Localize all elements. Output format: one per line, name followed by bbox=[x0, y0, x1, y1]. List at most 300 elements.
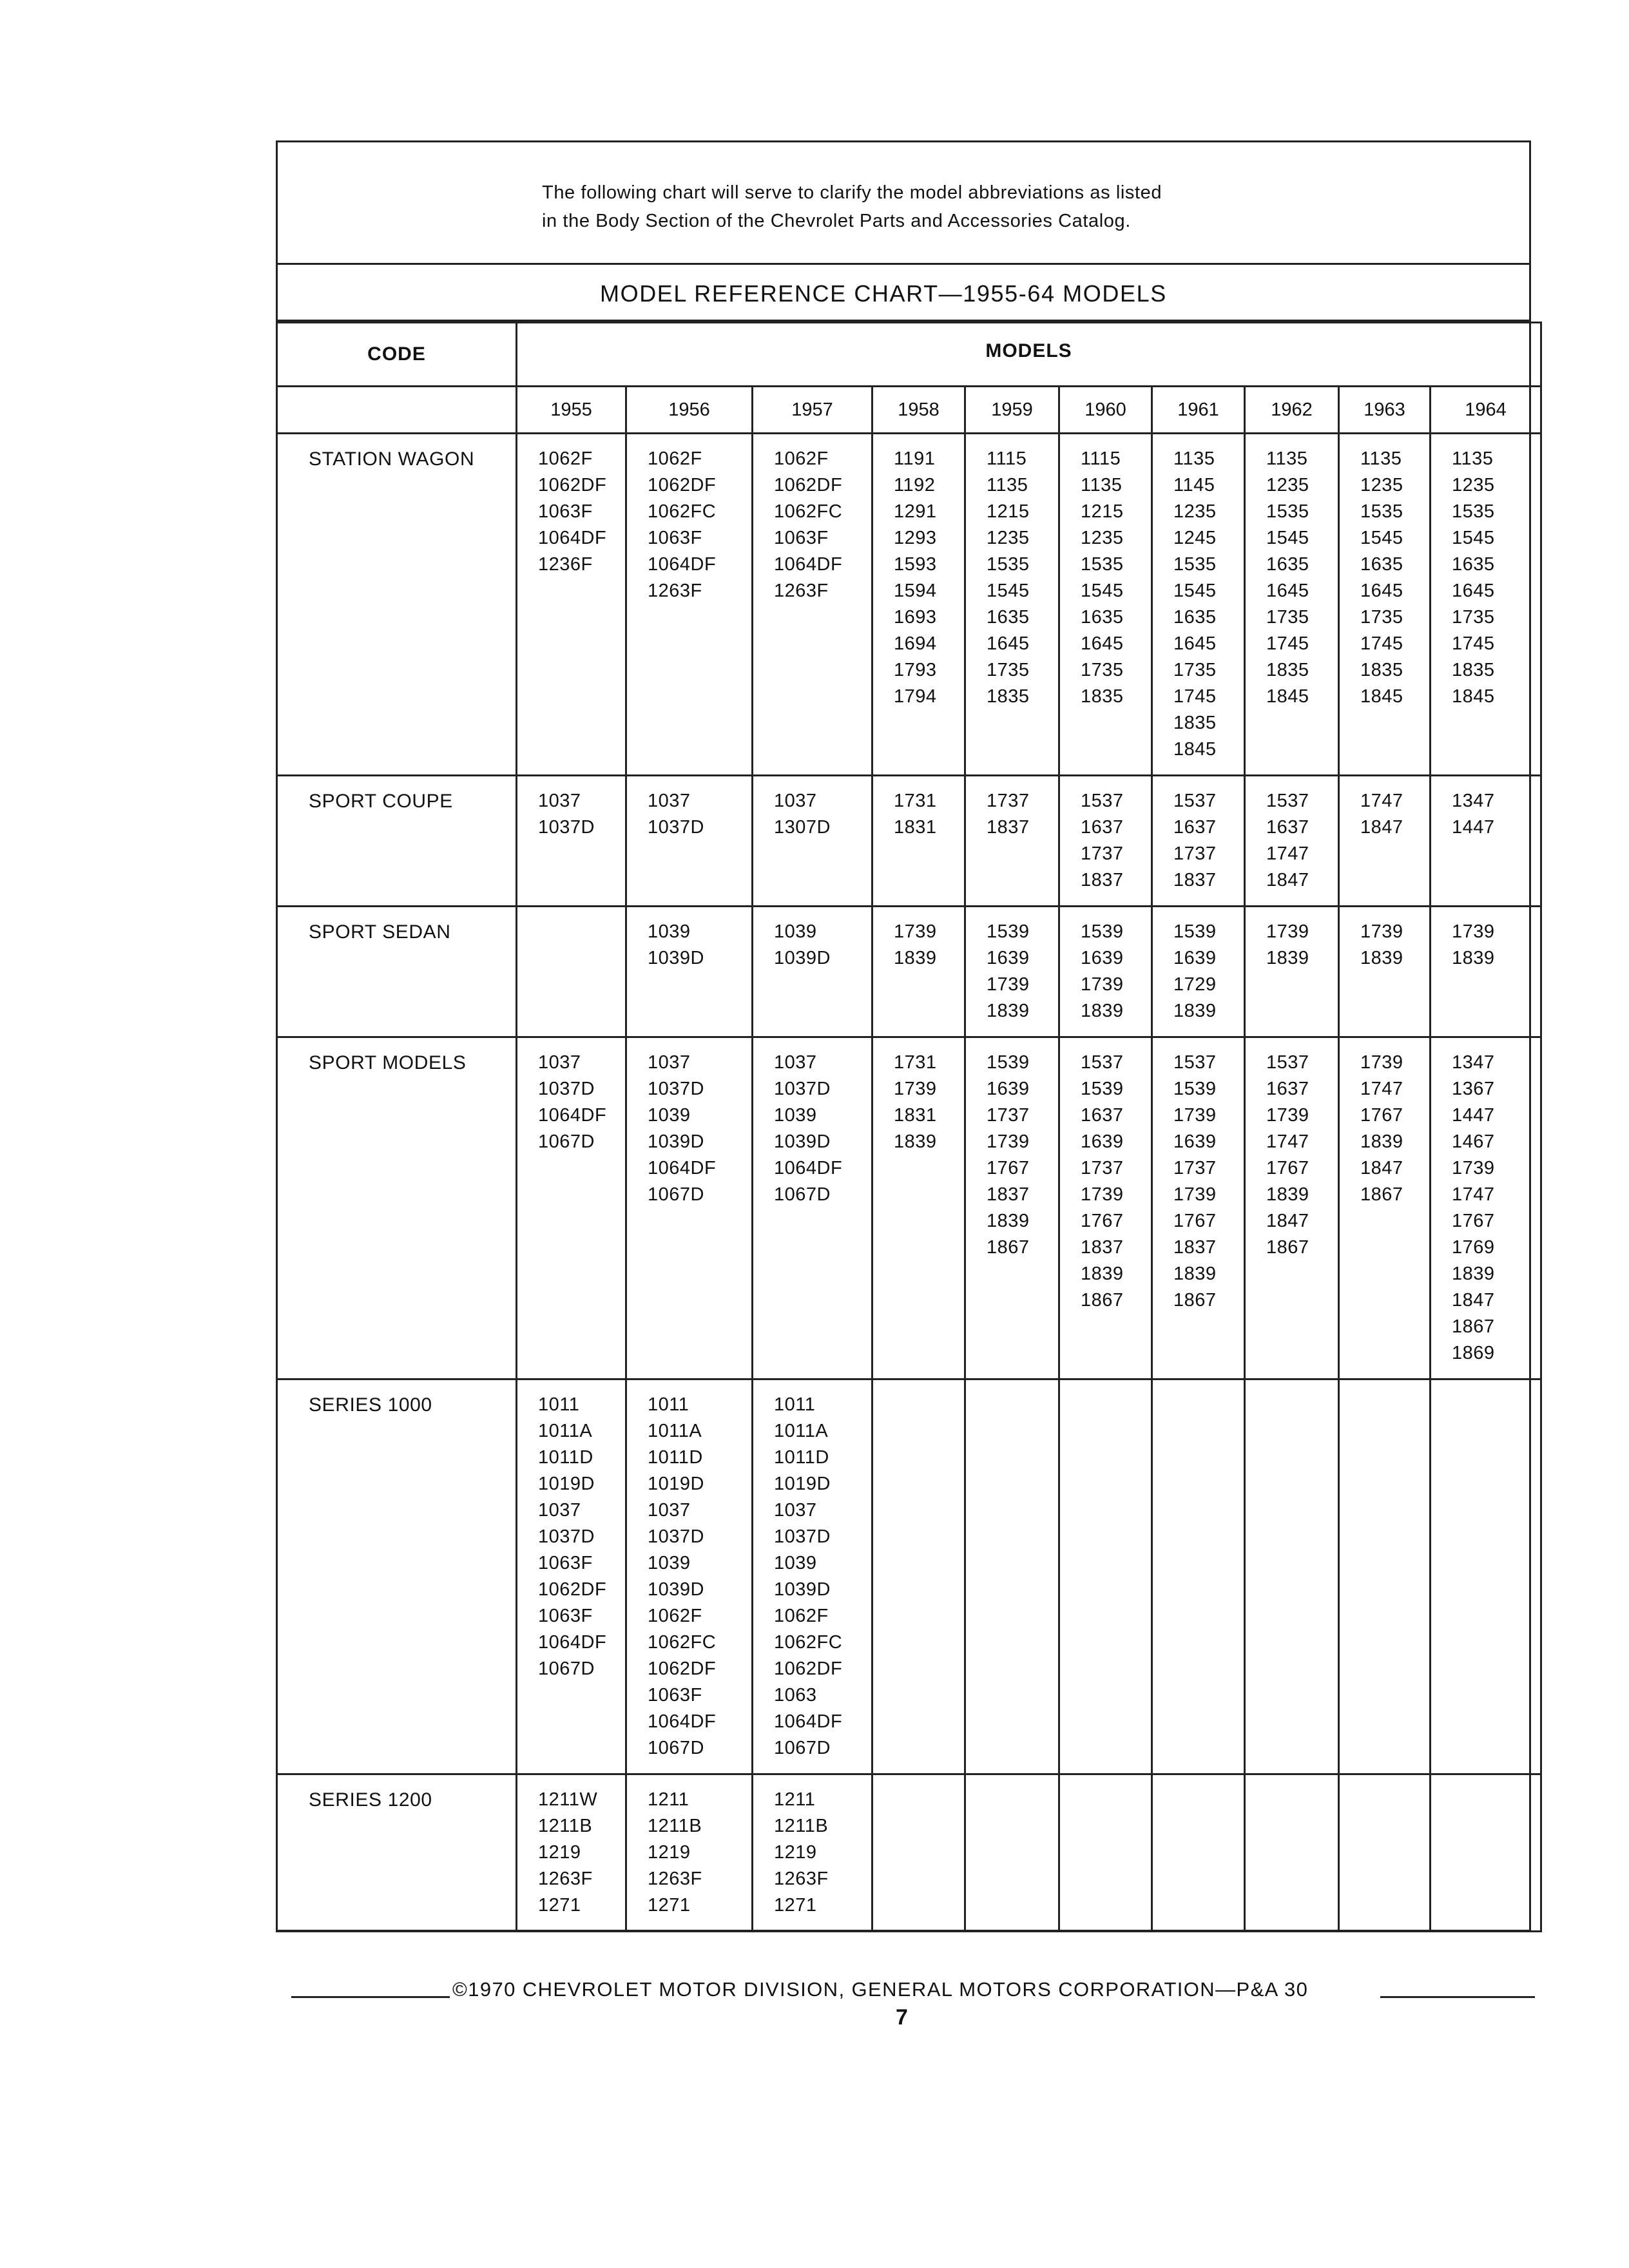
model-number: 1067D bbox=[648, 1738, 704, 1758]
model-number: 1847 bbox=[1266, 870, 1309, 890]
model-cell bbox=[1245, 776, 1339, 907]
model-number: 1037D bbox=[648, 1526, 704, 1547]
year-header: 1961 bbox=[1152, 387, 1245, 434]
model-number: 1447 bbox=[1452, 817, 1495, 838]
model-cell bbox=[965, 776, 1059, 907]
model-cell bbox=[1152, 1379, 1245, 1774]
model-number: 1037D bbox=[538, 817, 595, 838]
model-number: 1545 bbox=[1266, 528, 1309, 548]
model-cell bbox=[965, 907, 1059, 1037]
model-reference-table bbox=[276, 322, 1542, 1932]
model-number: 1067D bbox=[538, 1131, 595, 1152]
model-number: 1367 bbox=[1452, 1079, 1495, 1099]
model-number: 1645 bbox=[1360, 581, 1403, 601]
year-header: 1963 bbox=[1339, 387, 1431, 434]
model-number: 1739 bbox=[987, 1131, 1030, 1152]
model-cell bbox=[753, 907, 872, 1037]
table-row bbox=[277, 776, 1541, 907]
row-code: SPORT COUPE bbox=[277, 776, 517, 907]
model-number: 1263F bbox=[648, 581, 702, 601]
model-number: 1062DF bbox=[774, 475, 843, 495]
model-cell bbox=[626, 1774, 753, 1932]
year-header: 1962 bbox=[1245, 387, 1339, 434]
footer-rule-right bbox=[1380, 1996, 1535, 1998]
model-cell bbox=[1339, 434, 1431, 776]
year-header: 1956 bbox=[626, 387, 753, 434]
model-number: 1867 bbox=[1360, 1184, 1403, 1205]
model-number: 1011D bbox=[538, 1447, 593, 1468]
row-code: SERIES 1000 bbox=[277, 1379, 517, 1774]
model-cell bbox=[1152, 907, 1245, 1037]
year-header: 1959 bbox=[965, 387, 1059, 434]
model-number: 1062FC bbox=[648, 501, 717, 522]
model-number: 1735 bbox=[1452, 607, 1495, 628]
model-number: 1235 bbox=[1173, 501, 1217, 522]
model-number: 1191 bbox=[894, 448, 936, 469]
model-number: 1739 bbox=[1081, 974, 1124, 995]
model-number: 1839 bbox=[1360, 1131, 1403, 1152]
model-number: 1064DF bbox=[774, 554, 843, 575]
model-number: 1637 bbox=[1266, 1079, 1309, 1099]
model-number: 1539 bbox=[1173, 921, 1217, 942]
model-number: 1135 bbox=[1452, 448, 1494, 469]
model-number: 1067D bbox=[538, 1658, 595, 1679]
model-number: 1735 bbox=[1360, 607, 1403, 628]
model-cell bbox=[1431, 1037, 1541, 1379]
model-number: 1839 bbox=[894, 1131, 937, 1152]
model-number: 1645 bbox=[1081, 633, 1124, 654]
model-cell bbox=[753, 776, 872, 907]
intro-box bbox=[278, 142, 1529, 265]
intro-line-2: in the Body Section of the Chevrolet Parts and Accessories Catalog. bbox=[542, 211, 1131, 231]
model-number: 1835 bbox=[1266, 660, 1309, 680]
model-number: 1063F bbox=[648, 1685, 702, 1706]
table-row bbox=[277, 1037, 1541, 1379]
model-number: 1039 bbox=[774, 1553, 817, 1573]
model-number: 1271 bbox=[538, 1895, 581, 1916]
model-number: 1747 bbox=[1452, 1184, 1495, 1205]
model-number: 1845 bbox=[1452, 686, 1495, 707]
model-number: 1039D bbox=[774, 1131, 831, 1152]
model-number: 1535 bbox=[1173, 554, 1217, 575]
table-row bbox=[277, 907, 1541, 1037]
model-cell bbox=[1059, 1379, 1152, 1774]
model-number: 1293 bbox=[894, 528, 937, 548]
model-number: 1236F bbox=[538, 554, 593, 575]
model-number: 1235 bbox=[987, 528, 1030, 548]
model-number: 1831 bbox=[894, 1105, 937, 1126]
model-number: 1011A bbox=[774, 1421, 829, 1441]
model-cell bbox=[965, 1774, 1059, 1932]
year-header: 1955 bbox=[517, 387, 626, 434]
model-number: 1767 bbox=[1452, 1211, 1495, 1231]
model-number: 1645 bbox=[987, 633, 1030, 654]
model-cell bbox=[872, 1774, 965, 1932]
model-cell bbox=[626, 1037, 753, 1379]
model-cell bbox=[965, 434, 1059, 776]
model-cell bbox=[1339, 776, 1431, 907]
model-cell bbox=[1245, 1037, 1339, 1379]
model-cell bbox=[517, 1379, 626, 1774]
model-number: 1839 bbox=[1266, 1184, 1309, 1205]
model-number: 1039 bbox=[648, 921, 691, 942]
model-number: 1635 bbox=[987, 607, 1030, 628]
model-number: 1739 bbox=[1266, 921, 1309, 942]
model-number: 1039 bbox=[648, 1105, 691, 1126]
model-number: 1635 bbox=[1173, 607, 1217, 628]
model-number: 1729 bbox=[1173, 974, 1217, 995]
model-number: 1737 bbox=[987, 1105, 1030, 1126]
model-number: 1067D bbox=[774, 1738, 831, 1758]
model-number: 1639 bbox=[1173, 1131, 1217, 1152]
model-number: 1535 bbox=[1360, 501, 1403, 522]
model-number: 1064DF bbox=[538, 528, 607, 548]
table-row bbox=[277, 434, 1541, 776]
table-row bbox=[277, 1379, 1541, 1774]
model-number: 1867 bbox=[1081, 1290, 1124, 1311]
model-number: 1211B bbox=[774, 1816, 829, 1836]
model-number: 1747 bbox=[1266, 843, 1309, 864]
model-number: 1135 bbox=[1081, 475, 1123, 495]
model-number: 1845 bbox=[1360, 686, 1403, 707]
intro-line-1: The following chart will serve to clarify the model abbreviations as listed bbox=[542, 182, 1162, 203]
model-number: 1539 bbox=[1081, 921, 1124, 942]
model-number: 1645 bbox=[1173, 633, 1217, 654]
model-number: 1062F bbox=[648, 1606, 702, 1626]
model-number: 1039 bbox=[648, 1553, 691, 1573]
model-number: 1062F bbox=[538, 448, 593, 469]
model-cell bbox=[1059, 434, 1152, 776]
model-number: 1694 bbox=[894, 633, 937, 654]
model-number: 1645 bbox=[1266, 581, 1309, 601]
model-number: 1739 bbox=[1081, 1184, 1124, 1205]
model-number: 1062DF bbox=[648, 1658, 717, 1679]
model-cell bbox=[1059, 1774, 1152, 1932]
model-number: 1211B bbox=[538, 1816, 593, 1836]
model-number: 1767 bbox=[1081, 1211, 1124, 1231]
model-cell bbox=[517, 434, 626, 776]
model-number: 1211 bbox=[774, 1789, 816, 1810]
model-number: 1063F bbox=[538, 1606, 593, 1626]
model-number: 1639 bbox=[987, 1079, 1030, 1099]
model-number: 1037 bbox=[648, 1052, 691, 1073]
model-number: 1011 bbox=[648, 1394, 689, 1415]
model-number: 1062F bbox=[774, 1606, 829, 1626]
model-number: 1847 bbox=[1452, 1290, 1495, 1311]
model-number: 1011 bbox=[538, 1394, 580, 1415]
row-code: SPORT MODELS bbox=[277, 1037, 517, 1379]
model-number: 1769 bbox=[1452, 1237, 1495, 1258]
model-cell bbox=[1245, 1774, 1339, 1932]
model-number: 1845 bbox=[1266, 686, 1309, 707]
model-number: 1037D bbox=[538, 1079, 595, 1099]
model-number: 1537 bbox=[1173, 1052, 1217, 1073]
model-number: 1835 bbox=[1081, 686, 1124, 707]
model-number: 1062FC bbox=[774, 501, 843, 522]
model-cell bbox=[1152, 1037, 1245, 1379]
model-number: 1867 bbox=[1173, 1290, 1217, 1311]
model-number: 1064DF bbox=[774, 1711, 843, 1732]
year-header: 1957 bbox=[753, 387, 872, 434]
model-number: 1307D bbox=[774, 817, 831, 838]
model-cell bbox=[753, 434, 872, 776]
model-number: 1271 bbox=[648, 1895, 691, 1916]
model-number: 1737 bbox=[1081, 1158, 1124, 1178]
row-code: SPORT SEDAN bbox=[277, 907, 517, 1037]
model-number: 1135 bbox=[1266, 448, 1308, 469]
model-cell bbox=[1431, 434, 1541, 776]
model-number: 1467 bbox=[1452, 1131, 1495, 1152]
model-cell bbox=[517, 907, 626, 1037]
model-number: 1635 bbox=[1452, 554, 1495, 575]
model-number: 1011D bbox=[648, 1447, 703, 1468]
model-cell bbox=[1152, 776, 1245, 907]
model-number: 1115 bbox=[1081, 448, 1121, 469]
model-number: 1739 bbox=[1452, 921, 1495, 942]
model-number: 1192 bbox=[894, 475, 936, 495]
model-number: 1767 bbox=[1173, 1211, 1217, 1231]
model-number: 1037 bbox=[538, 791, 581, 811]
header-row-models bbox=[277, 323, 1541, 387]
model-number: 1739 bbox=[894, 1079, 937, 1099]
model-number: 1039D bbox=[774, 1579, 831, 1600]
model-number: 1739 bbox=[987, 974, 1030, 995]
model-cell bbox=[1059, 776, 1152, 907]
model-number: 1837 bbox=[1173, 870, 1217, 890]
model-number: 1211B bbox=[648, 1816, 702, 1836]
model-number: 1735 bbox=[987, 660, 1030, 680]
model-number: 1062FC bbox=[774, 1632, 843, 1653]
model-number: 1037D bbox=[538, 1526, 595, 1547]
model-number: 1537 bbox=[1173, 791, 1217, 811]
model-number: 1537 bbox=[1081, 1052, 1124, 1073]
model-number: 1037D bbox=[648, 1079, 704, 1099]
model-number: 1063F bbox=[538, 501, 593, 522]
model-number: 1839 bbox=[894, 948, 937, 968]
model-cell bbox=[626, 907, 753, 1037]
model-cell bbox=[626, 1379, 753, 1774]
code-header: CODE bbox=[277, 323, 517, 387]
model-number: 1063F bbox=[648, 528, 702, 548]
model-number: 1135 bbox=[1360, 448, 1402, 469]
model-number: 1835 bbox=[1360, 660, 1403, 680]
page-number: 7 bbox=[896, 2005, 908, 2030]
model-number: 1062F bbox=[648, 448, 702, 469]
model-number: 1539 bbox=[1173, 1079, 1217, 1099]
model-number: 1745 bbox=[1360, 633, 1403, 654]
model-number: 1219 bbox=[538, 1842, 581, 1863]
model-number: 1639 bbox=[1081, 948, 1124, 968]
model-number: 1039D bbox=[774, 948, 831, 968]
intro-text bbox=[542, 178, 1162, 235]
model-cell bbox=[965, 1379, 1059, 1774]
model-cell bbox=[1245, 1379, 1339, 1774]
model-number: 1263F bbox=[648, 1869, 702, 1889]
model-number: 1545 bbox=[1081, 581, 1124, 601]
chart-title: MODEL REFERENCE CHART—1955-64 MODELS bbox=[600, 280, 1167, 307]
model-number: 1693 bbox=[894, 607, 937, 628]
model-cell bbox=[1431, 776, 1541, 907]
year-header: 1958 bbox=[872, 387, 965, 434]
model-number: 1867 bbox=[1266, 1237, 1309, 1258]
footer-rule-left bbox=[291, 1996, 450, 1998]
model-cell bbox=[1059, 907, 1152, 1037]
model-cell bbox=[1339, 1379, 1431, 1774]
model-number: 1739 bbox=[1173, 1105, 1217, 1126]
model-number: 1039 bbox=[774, 921, 817, 942]
model-number: 1545 bbox=[987, 581, 1030, 601]
model-number: 1839 bbox=[1452, 1264, 1495, 1284]
model-number: 1745 bbox=[1452, 633, 1495, 654]
model-number: 1845 bbox=[1173, 739, 1217, 760]
model-number: 1545 bbox=[1452, 528, 1495, 548]
model-number: 1594 bbox=[894, 581, 937, 601]
model-cell bbox=[872, 776, 965, 907]
model-number: 1064DF bbox=[648, 1711, 717, 1732]
model-number: 1215 bbox=[1081, 501, 1124, 522]
model-number: 1539 bbox=[987, 1052, 1030, 1073]
model-number: 1835 bbox=[987, 686, 1030, 707]
model-number: 1831 bbox=[894, 817, 937, 838]
model-cell bbox=[1152, 1774, 1245, 1932]
model-cell bbox=[872, 1037, 965, 1379]
model-number: 1739 bbox=[1452, 1158, 1495, 1178]
model-number: 1735 bbox=[1173, 660, 1217, 680]
model-number: 1062FC bbox=[648, 1632, 717, 1653]
model-number: 1011 bbox=[774, 1394, 816, 1415]
model-number: 1039D bbox=[648, 1131, 704, 1152]
row-code: STATION WAGON bbox=[277, 434, 517, 776]
model-number: 1037 bbox=[774, 1500, 817, 1521]
model-number: 1235 bbox=[1360, 475, 1403, 495]
model-number: 1869 bbox=[1452, 1343, 1495, 1363]
model-number: 1145 bbox=[1173, 475, 1215, 495]
model-number: 1639 bbox=[1081, 1131, 1124, 1152]
model-number: 1739 bbox=[1266, 1105, 1309, 1126]
model-number: 1535 bbox=[987, 554, 1030, 575]
model-number: 1539 bbox=[987, 921, 1030, 942]
model-number: 1063 bbox=[774, 1685, 817, 1706]
model-cell bbox=[1339, 1037, 1431, 1379]
model-number: 1537 bbox=[1081, 791, 1124, 811]
model-number: 1737 bbox=[1081, 843, 1124, 864]
model-number: 1235 bbox=[1452, 475, 1495, 495]
model-number: 1593 bbox=[894, 554, 937, 575]
model-number: 1731 bbox=[894, 1052, 937, 1073]
model-number: 1019D bbox=[538, 1474, 595, 1494]
model-number: 1211 bbox=[648, 1789, 689, 1810]
year-header: 1960 bbox=[1059, 387, 1152, 434]
model-number: 1037 bbox=[648, 1500, 691, 1521]
model-number: 1537 bbox=[1266, 791, 1309, 811]
model-number: 1037 bbox=[648, 791, 691, 811]
model-number: 1535 bbox=[1452, 501, 1495, 522]
model-number: 1062DF bbox=[538, 475, 607, 495]
model-number: 1839 bbox=[1360, 948, 1403, 968]
model-cell bbox=[872, 434, 965, 776]
model-number: 1737 bbox=[1173, 1158, 1217, 1178]
model-number: 1064DF bbox=[538, 1632, 607, 1653]
model-cell bbox=[1245, 434, 1339, 776]
model-cell bbox=[753, 1037, 872, 1379]
model-number: 1767 bbox=[987, 1158, 1030, 1178]
model-number: 1837 bbox=[987, 817, 1030, 838]
model-number: 1835 bbox=[1452, 660, 1495, 680]
chart-title-box bbox=[278, 265, 1529, 322]
model-number: 1062DF bbox=[538, 1579, 607, 1600]
chart-frame bbox=[276, 140, 1531, 1932]
model-number: 1537 bbox=[1266, 1052, 1309, 1073]
model-number: 1847 bbox=[1360, 817, 1403, 838]
model-number: 1064DF bbox=[648, 554, 717, 575]
model-number: 1347 bbox=[1452, 791, 1495, 811]
model-number: 1747 bbox=[1360, 791, 1403, 811]
model-number: 1867 bbox=[1452, 1316, 1495, 1337]
model-number: 1011A bbox=[648, 1421, 702, 1441]
model-number: 1135 bbox=[1173, 448, 1215, 469]
table-row bbox=[277, 1774, 1541, 1932]
model-number: 1637 bbox=[1173, 817, 1217, 838]
model-number: 1731 bbox=[894, 791, 937, 811]
header-row-years bbox=[277, 387, 1541, 434]
table-body bbox=[277, 434, 1541, 1932]
model-cell bbox=[872, 907, 965, 1037]
model-cell bbox=[517, 1037, 626, 1379]
model-number: 1847 bbox=[1266, 1211, 1309, 1231]
model-number: 1037 bbox=[538, 1500, 581, 1521]
model-number: 1737 bbox=[1173, 843, 1217, 864]
model-cell bbox=[1152, 434, 1245, 776]
model-cell bbox=[1431, 907, 1541, 1037]
model-number: 1039 bbox=[774, 1105, 817, 1126]
model-cell bbox=[1339, 1774, 1431, 1932]
model-cell bbox=[1339, 907, 1431, 1037]
model-number: 1235 bbox=[1266, 475, 1309, 495]
model-number: 1745 bbox=[1266, 633, 1309, 654]
model-number: 1347 bbox=[1452, 1052, 1495, 1073]
model-number: 1539 bbox=[1081, 1079, 1124, 1099]
model-number: 1263F bbox=[774, 581, 829, 601]
model-number: 1037 bbox=[774, 1052, 817, 1073]
model-number: 1535 bbox=[1266, 501, 1309, 522]
model-number: 1839 bbox=[1081, 1001, 1124, 1021]
model-cell bbox=[872, 1379, 965, 1774]
model-number: 1219 bbox=[648, 1842, 691, 1863]
model-number: 1064DF bbox=[648, 1158, 717, 1178]
model-number: 1739 bbox=[894, 921, 937, 942]
model-number: 1839 bbox=[1173, 1001, 1217, 1021]
model-number: 1064DF bbox=[774, 1158, 843, 1178]
model-number: 1745 bbox=[1173, 686, 1217, 707]
model-cell bbox=[965, 1037, 1059, 1379]
model-cell bbox=[1431, 1774, 1541, 1932]
model-number: 1062DF bbox=[774, 1658, 843, 1679]
model-number: 1635 bbox=[1266, 554, 1309, 575]
model-number: 1447 bbox=[1452, 1105, 1495, 1126]
model-cell bbox=[753, 1379, 872, 1774]
model-number: 1215 bbox=[987, 501, 1030, 522]
year-header-blank bbox=[277, 387, 517, 434]
model-number: 1735 bbox=[1081, 660, 1124, 680]
model-number: 1271 bbox=[774, 1895, 817, 1916]
model-cell bbox=[1245, 907, 1339, 1037]
model-number: 1037 bbox=[538, 1052, 581, 1073]
model-number: 1739 bbox=[1360, 921, 1403, 942]
model-number: 1735 bbox=[1266, 607, 1309, 628]
model-number: 1635 bbox=[1081, 607, 1124, 628]
model-cell bbox=[626, 776, 753, 907]
model-number: 1637 bbox=[1266, 817, 1309, 838]
